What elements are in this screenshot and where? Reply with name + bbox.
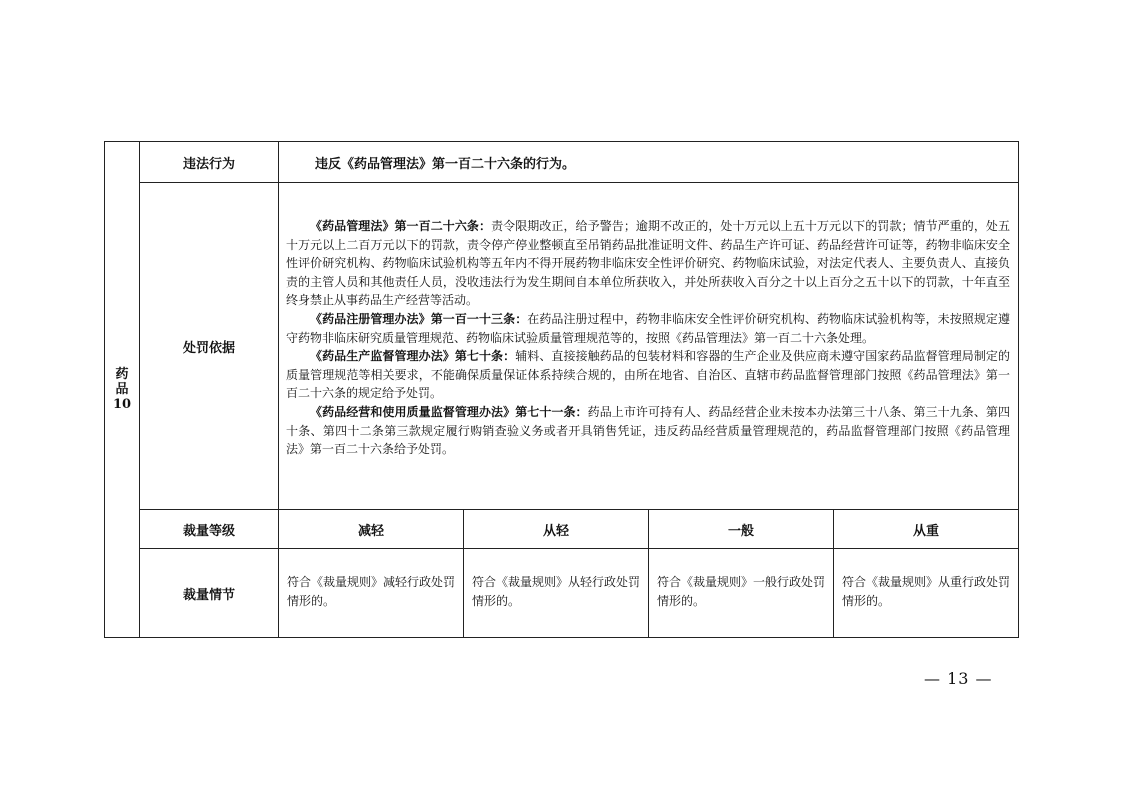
category-char: 品 bbox=[115, 382, 129, 397]
basis-row bbox=[105, 183, 1019, 510]
basis-title: 《药品管理法》第一百二十六条： bbox=[310, 219, 492, 233]
basis-body: 辅料、直接接触药品的包装材料和容器的生产企业及供应商未遵守国家药品监督管理局制定的质量管理规范等相关要求，不能确保质量保证体系持续合规的，由所在地省、自治区、直辖市药品监督管理部门按照《药品管理法》第一百二十六条的规定给予处罚。 bbox=[286, 349, 1011, 401]
basis-body: 药品上市许可持有人、药品经营企业未按本办法第三十八条、第三十九条、第四十条、第四十二条第三款规定履行购销查验义务或者开具销售凭证，违反药品经营质量管理规范的，药品监督管理部门按照《药品管理法》第一百二十六条给予处罚。 bbox=[286, 404, 1011, 457]
page-number: — 13 — bbox=[924, 669, 993, 688]
violation-text: 违反《药品管理法》第一百二十六条的行为。 bbox=[279, 142, 1019, 183]
violation-row bbox=[105, 142, 1019, 183]
circumstance-general: 符合《裁量规则》一般行政处罚情形的。 bbox=[649, 549, 834, 638]
discretion-table bbox=[104, 141, 1019, 638]
circumstances-label: 裁量情节 bbox=[140, 549, 279, 638]
circumstance-lenient: 符合《裁量规则》从轻行政处罚情形的。 bbox=[464, 549, 649, 638]
level-lighten: 减轻 bbox=[279, 510, 464, 549]
level-lenient: 从轻 bbox=[464, 510, 649, 549]
basis-paragraph bbox=[286, 217, 1010, 310]
basis-paragraph bbox=[286, 347, 1010, 403]
basis-body: 责令限期改正，给予警告；逾期不改正的，处十万元以上五十万元以下的罚款；情节严重的，处五十万元以上二百万元以下的罚款，责令停产停业整顿直至吊销药品批准证明文件、药品生产许可证、药品经营许可证等，药物非临床安全性评价研究机构、药物临床试验机构等五年内不得开展药物非临床安全性评价研究、药物临床试验，对法定代表人、主要负责人、直接负责的主管人员和其他责任人员，没收违法行为发生期间自本单位所获收入，并处所获收入百分之十以上百分之五十以下的罚款，十年直至终身禁止从事药品生产经营等活动。 bbox=[286, 219, 1011, 308]
category-char: 药 bbox=[115, 367, 129, 382]
level-severe: 从重 bbox=[834, 510, 1019, 549]
circumstance-lighten: 符合《裁量规则》减轻行政处罚情形的。 bbox=[279, 549, 464, 638]
circumstances-row bbox=[105, 549, 1019, 638]
category-number: 10 bbox=[112, 397, 132, 412]
basis-title: 《药品注册管理办法》第一百一十三条： bbox=[310, 311, 528, 326]
levels-label: 裁量等级 bbox=[140, 510, 279, 549]
levels-row bbox=[105, 510, 1019, 549]
category-cell bbox=[105, 142, 140, 638]
basis-content bbox=[279, 183, 1019, 510]
basis-paragraph bbox=[286, 403, 1010, 459]
basis-title: 《药品经营和使用质量监督管理办法》第七十一条： bbox=[310, 404, 588, 419]
violation-label: 违法行为 bbox=[140, 142, 279, 183]
basis-title: 《药品生产监督管理办法》第七十条： bbox=[310, 349, 516, 364]
circumstance-severe: 符合《裁量规则》从重行政处罚情形的。 bbox=[834, 549, 1019, 638]
basis-paragraph bbox=[286, 310, 1010, 347]
basis-body: 在药品注册过程中，药物非临床安全性评价研究机构、药物临床试验机构等，未按照规定遵守药物非临床研究质量管理规范、药物临床试验质量管理规范等的，按照《药品管理法》第一百二十六条处理。 bbox=[286, 311, 1010, 345]
level-general: 一般 bbox=[649, 510, 834, 549]
basis-label: 处罚依据 bbox=[140, 183, 279, 510]
